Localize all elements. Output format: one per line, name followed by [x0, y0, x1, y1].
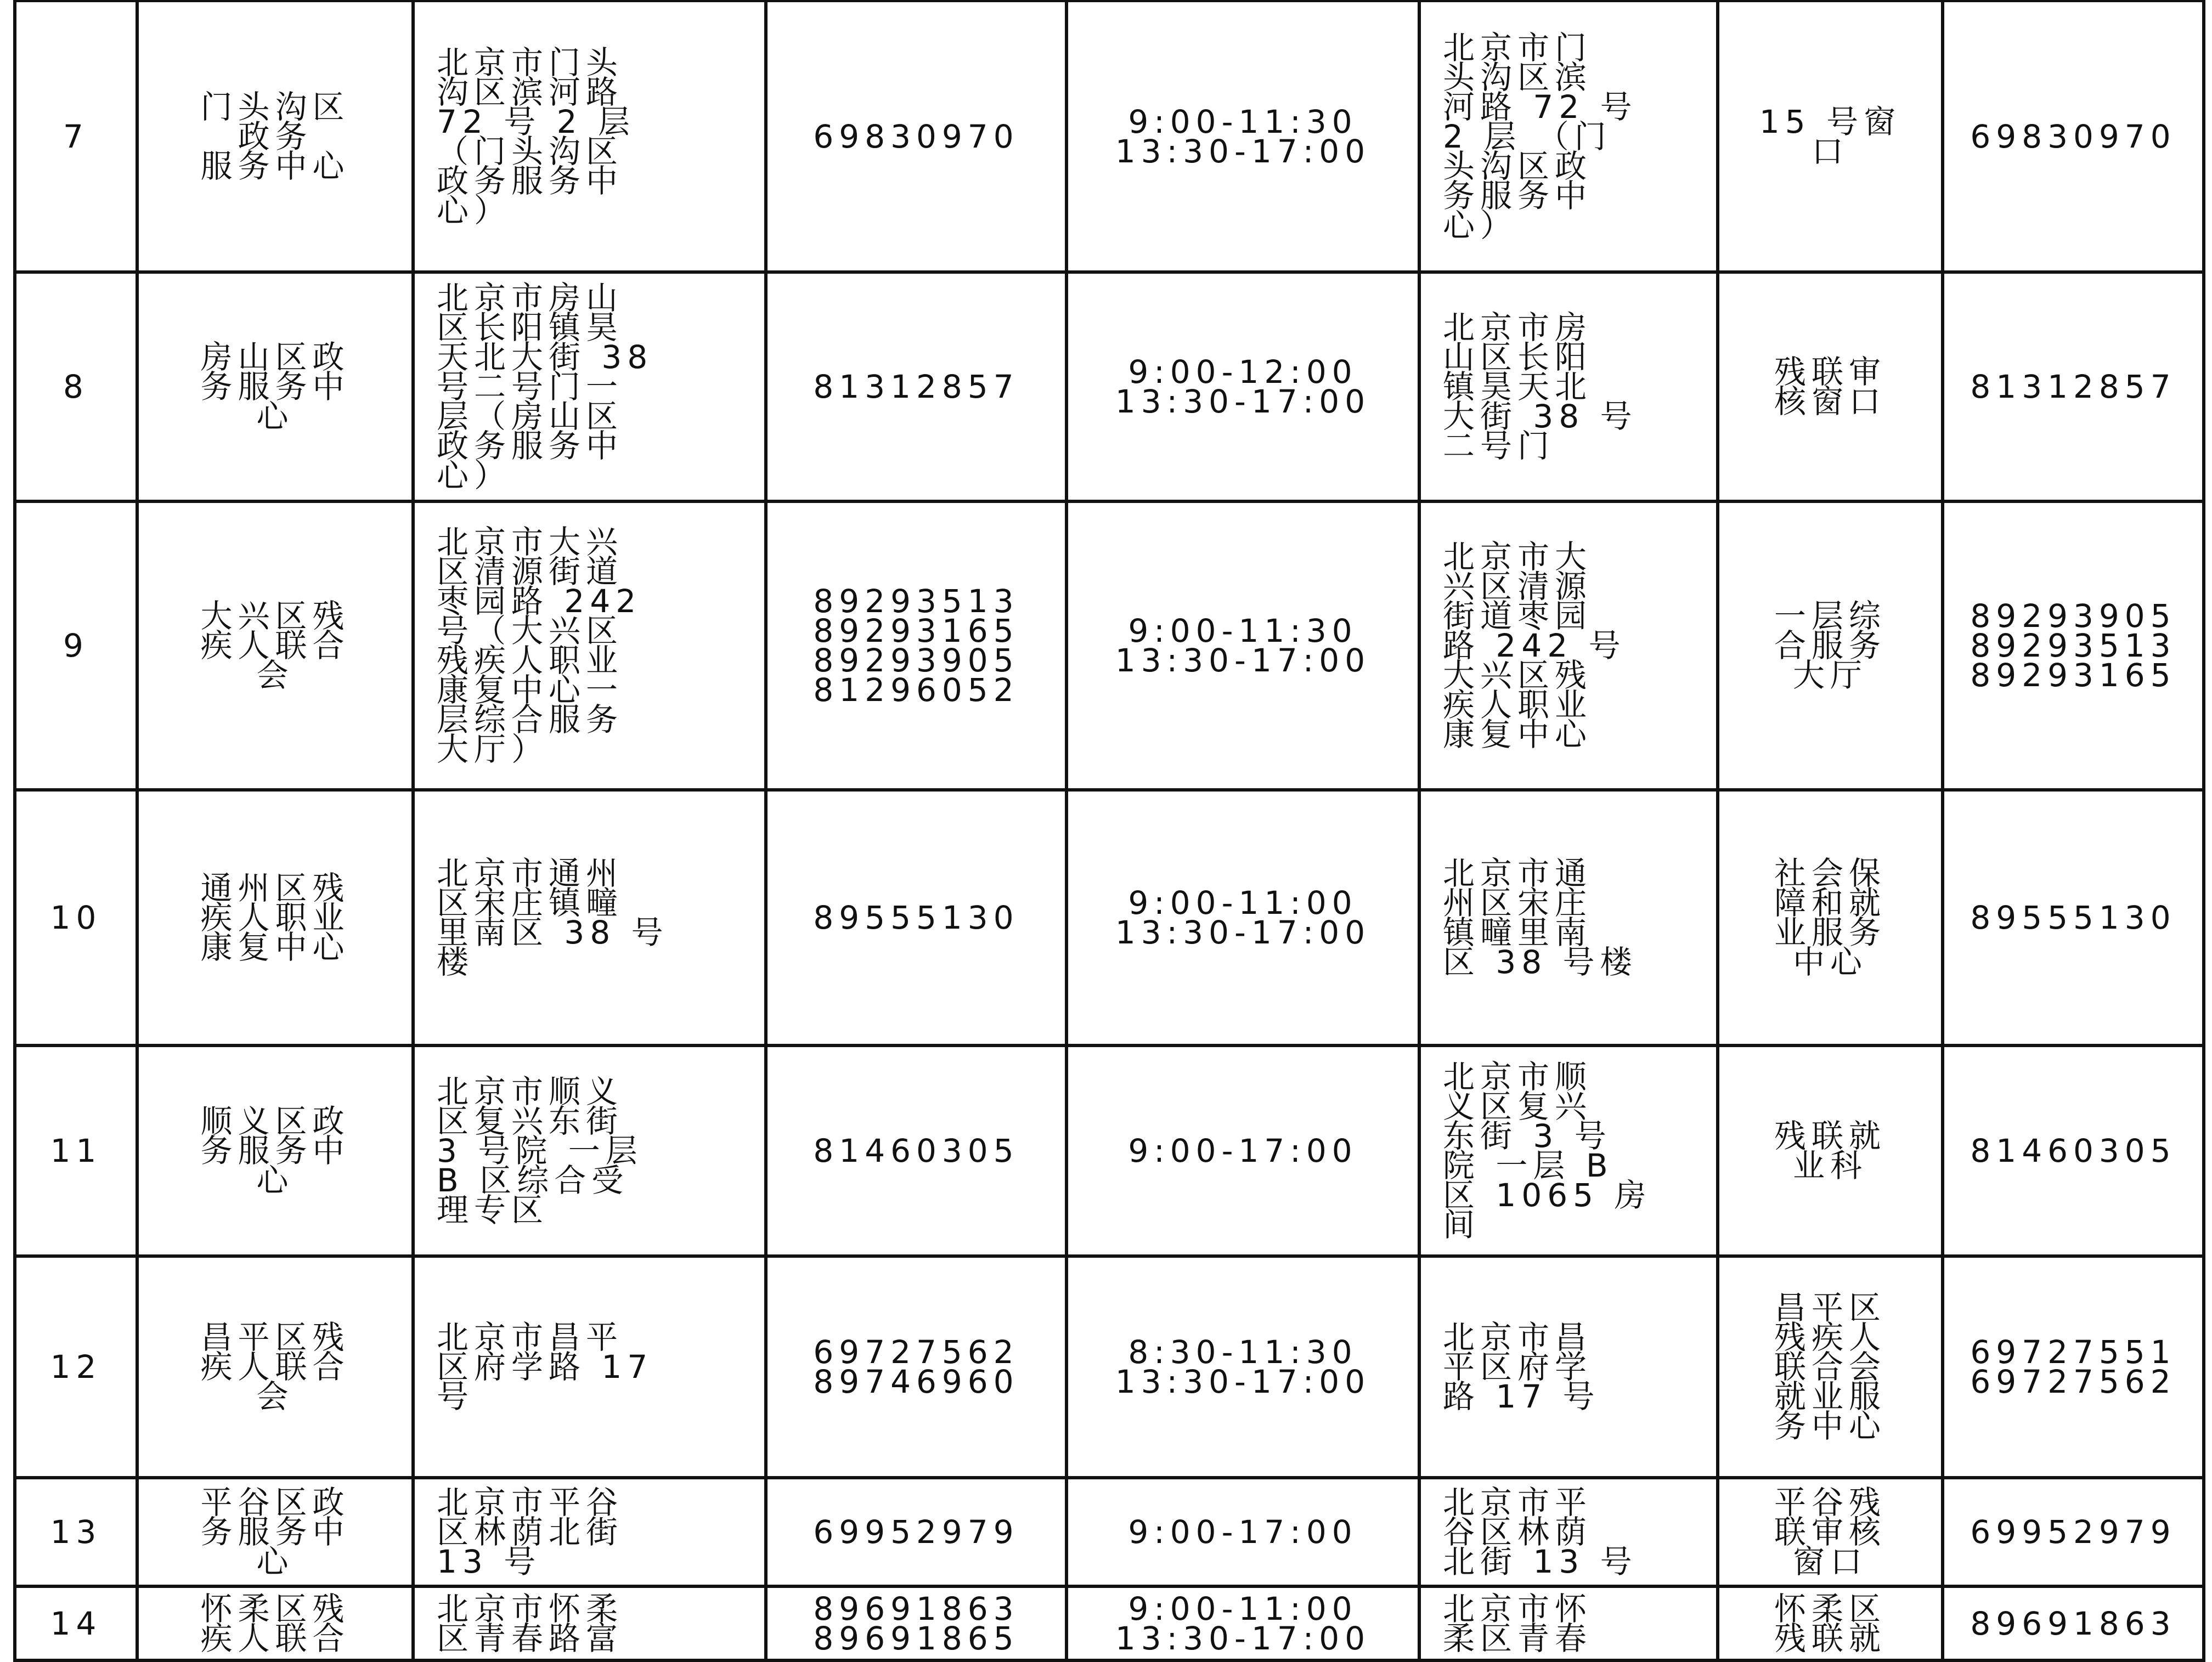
- service-location-line: 兴区清源: [1443, 568, 1593, 605]
- office-table: [13, 0, 2205, 1662]
- office-hours-line: 13:30-17:00: [1115, 1619, 1371, 1657]
- address-cell: [413, 1586, 766, 1660]
- service-window-line: 怀柔区: [1774, 1590, 1886, 1627]
- service-location-line: 区 1065 房: [1443, 1177, 1652, 1214]
- consult-phone-line: 81296052: [813, 671, 1019, 709]
- service-window-cell: [1718, 1478, 1943, 1586]
- office-hours-line: 13:30-17:00: [1115, 383, 1371, 420]
- service-window-cell: [1718, 272, 1943, 501]
- consult-phone-cell: [766, 272, 1066, 501]
- service-location-cell: [1419, 1045, 1718, 1256]
- service-location-line: 大兴区残: [1443, 657, 1593, 694]
- consult-phone-line: 89293165: [813, 612, 1019, 649]
- row-number-cell: [15, 501, 137, 790]
- window-phone-cell: [1943, 1586, 2204, 1660]
- table-row: [15, 1, 2204, 272]
- row-number-cell: [15, 1, 137, 272]
- service-location-line: 街道枣园: [1443, 597, 1593, 635]
- address-line: 区长阳镇昊: [437, 309, 624, 346]
- row-number-cell: [15, 272, 137, 501]
- consult-phone-line: 89293513: [813, 583, 1019, 620]
- window-phone-line: 69727551: [1970, 1333, 2176, 1371]
- organization-line: 心: [256, 398, 294, 435]
- address-line: 号: [437, 1378, 475, 1415]
- window-phone-line: 89293905: [1970, 597, 2176, 635]
- table-row: [15, 501, 2204, 790]
- consult-phone-line: 89691865: [813, 1619, 1019, 1657]
- address-line: （门头沟区: [437, 132, 624, 170]
- service-location-cell: [1419, 1586, 1718, 1660]
- service-location-line: 平区府学: [1443, 1348, 1593, 1386]
- organization-line: 心: [256, 1162, 294, 1199]
- organization-line: 门头沟区: [200, 88, 350, 126]
- organization-line: 会: [256, 657, 294, 694]
- office-hours-cell: [1066, 1256, 1419, 1478]
- consult-phone-line: 89691863: [813, 1590, 1019, 1627]
- service-window-cell: [1718, 501, 1943, 790]
- address-line: 理专区: [437, 1191, 549, 1229]
- address-line: 天北大街 38: [437, 338, 653, 376]
- office-hours-line: 9:00-17:00: [1128, 1513, 1358, 1551]
- address-line: 北京市怀柔: [437, 1590, 624, 1627]
- service-location-line: 二号门: [1443, 427, 1555, 465]
- address-line: 北京市房山: [437, 279, 624, 316]
- service-location-line: 北京市通: [1443, 855, 1593, 892]
- service-location-cell: [1419, 501, 1718, 790]
- organization-cell: [137, 1586, 413, 1660]
- service-location-line: 北京市大: [1443, 538, 1593, 575]
- service-location-line: 谷区林荫: [1443, 1513, 1593, 1551]
- window-phone-line: 89555130: [1970, 899, 2176, 936]
- service-window-cell: [1718, 1586, 1943, 1660]
- service-location-line: 疾人职业: [1443, 686, 1593, 723]
- table-row: [15, 272, 2204, 501]
- address-line: 区青春路富: [437, 1619, 624, 1657]
- service-location-line: 头沟区政: [1443, 147, 1593, 185]
- address-line: 康复中心一: [437, 671, 624, 709]
- consult-phone-cell: [766, 1, 1066, 272]
- office-hours-line: 9:00-11:30: [1128, 103, 1358, 140]
- service-window-line: 联审核: [1774, 1513, 1886, 1551]
- window-phone-line: 81312857: [1970, 368, 2176, 405]
- row-number-text: 9: [63, 627, 89, 664]
- service-location-cell: [1419, 1256, 1718, 1478]
- service-location-line: 北京市顺: [1443, 1058, 1593, 1095]
- address-line: 层（房山区: [437, 398, 624, 435]
- service-location-line: 大街 38 号: [1443, 398, 1638, 435]
- service-window-line: 联合会: [1774, 1348, 1886, 1386]
- address-line: 北京市昌平: [437, 1319, 624, 1356]
- window-phone-line: 81460305: [1970, 1132, 2176, 1169]
- service-window-line: 务中心: [1774, 1407, 1886, 1445]
- service-window-line: 15 号窗: [1759, 103, 1901, 140]
- organization-line: 心: [256, 1543, 294, 1580]
- service-location-line: 2 层 （门: [1443, 117, 1612, 155]
- organization-line: 务服务中: [200, 1513, 350, 1551]
- service-location-line: 州区宋庄: [1443, 884, 1593, 922]
- organization-line: 大兴区残: [200, 597, 350, 635]
- table-row: [15, 1256, 2204, 1478]
- row-number-text: 7: [63, 117, 89, 155]
- window-phone-cell: [1943, 1, 2204, 272]
- service-location-line: 东街 3 号: [1443, 1117, 1612, 1155]
- address-cell: [413, 1, 766, 272]
- organization-line: 会: [256, 1378, 294, 1415]
- table-body: [15, 1, 2204, 1660]
- address-line: 区清源街道: [437, 553, 624, 590]
- service-window-cell: [1718, 1045, 1943, 1256]
- consult-phone-line: 89746960: [813, 1363, 1019, 1400]
- service-location-line: 义区复兴: [1443, 1088, 1593, 1125]
- address-line: 北京市通州: [437, 855, 624, 892]
- organization-line: 平谷区政: [200, 1484, 350, 1521]
- consult-phone-cell: [766, 790, 1066, 1045]
- address-line: 楼: [437, 943, 475, 981]
- office-hours-cell: [1066, 272, 1419, 501]
- address-line: 号（大兴区: [437, 612, 624, 649]
- service-window-line: 平谷残: [1774, 1484, 1886, 1521]
- organization-line: 务服务中: [200, 368, 350, 405]
- address-line: 心）: [437, 457, 512, 494]
- office-hours-cell: [1066, 1045, 1419, 1256]
- service-location-line: 镇昊天北: [1443, 368, 1593, 405]
- service-location-line: 院 一层 B: [1443, 1147, 1613, 1184]
- office-hours-line: 9:00-11:30: [1128, 612, 1358, 649]
- address-line: 政务服务中: [437, 427, 624, 465]
- address-line: 区复兴东街: [437, 1103, 624, 1140]
- row-number-cell: [15, 790, 137, 1045]
- consult-phone-cell: [766, 1478, 1066, 1586]
- service-window-line: 业服务: [1774, 914, 1886, 951]
- address-line: 北京市顺义: [437, 1073, 624, 1110]
- address-line: 层综合服务: [437, 701, 624, 738]
- service-location-line: 山区长阳: [1443, 338, 1593, 376]
- service-window-line: 合服务: [1774, 627, 1886, 664]
- office-hours-cell: [1066, 501, 1419, 790]
- service-window-line: 一层综: [1774, 597, 1886, 635]
- service-window-cell: [1718, 1256, 1943, 1478]
- row-number-cell: [15, 1256, 137, 1478]
- service-window-line: 中心: [1792, 943, 1867, 981]
- service-location-line: 务服务中: [1443, 177, 1593, 214]
- consult-phone-cell: [766, 1586, 1066, 1660]
- address-cell: [413, 1045, 766, 1256]
- service-window-line: 就业服: [1774, 1378, 1886, 1415]
- office-hours-line: 9:00-11:00: [1128, 1590, 1358, 1627]
- service-location-line: 康复中心: [1443, 716, 1593, 753]
- organization-line: 房山区政: [200, 338, 350, 376]
- address-line: 号二号门一: [437, 368, 624, 405]
- row-number-cell: [15, 1586, 137, 1660]
- service-window-line: 核窗口: [1774, 383, 1886, 420]
- window-phone-line: 89293513: [1970, 627, 2176, 664]
- window-phone-cell: [1943, 501, 2204, 790]
- service-window-line: 业科: [1792, 1147, 1867, 1184]
- address-line: 区府学路 17: [437, 1348, 653, 1386]
- address-line: 3 号院 一层: [437, 1132, 643, 1169]
- address-line: 区林荫北街: [437, 1513, 624, 1551]
- service-window-line: 残疾人: [1774, 1319, 1886, 1356]
- service-location-cell: [1419, 790, 1718, 1045]
- row-number-cell: [15, 1478, 137, 1586]
- office-hours-cell: [1066, 1586, 1419, 1660]
- organization-cell: [137, 501, 413, 790]
- organization-cell: [137, 1478, 413, 1586]
- service-location-line: 镇疃里南: [1443, 914, 1593, 951]
- organization-line: 通州区残: [200, 869, 350, 907]
- address-line: 北京市平谷: [437, 1484, 624, 1521]
- organization-line: 昌平区残: [200, 1319, 350, 1356]
- office-hours-line: 13:30-17:00: [1115, 642, 1371, 679]
- office-hours-line: 9:00-12:00: [1128, 353, 1358, 391]
- service-location-line: 间: [1443, 1206, 1481, 1243]
- organization-cell: [137, 790, 413, 1045]
- service-location-cell: [1419, 1, 1718, 272]
- address-line: 北京市门头: [437, 43, 624, 81]
- address-cell: [413, 790, 766, 1045]
- table-row: [15, 1586, 2204, 1660]
- row-number-text: 12: [50, 1348, 102, 1386]
- address-line: 枣园路 242: [437, 583, 642, 620]
- office-hours-line: 9:00-17:00: [1128, 1132, 1358, 1169]
- service-window-line: 残联就: [1774, 1619, 1886, 1657]
- organization-line: 服务中心: [200, 147, 350, 185]
- service-window-line: 障和就: [1774, 884, 1886, 922]
- address-line: 政务服务中: [437, 162, 624, 200]
- service-location-line: 北京市昌: [1443, 1319, 1593, 1356]
- address-line: 残疾人职业: [437, 642, 624, 679]
- organization-cell: [137, 1256, 413, 1478]
- service-window-line: 残联审: [1774, 353, 1886, 391]
- organization-line: 怀柔区残: [200, 1590, 350, 1627]
- window-phone-line: 89691863: [1970, 1604, 2176, 1642]
- address-cell: [413, 1478, 766, 1586]
- address-line: 心）: [437, 191, 512, 229]
- address-cell: [413, 501, 766, 790]
- organization-line: 疾人联合: [200, 1348, 350, 1386]
- row-number-text: 11: [50, 1132, 102, 1169]
- window-phone-cell: [1943, 1478, 2204, 1586]
- service-window-line: 昌平区: [1774, 1289, 1886, 1326]
- consult-phone-line: 89293905: [813, 642, 1019, 679]
- service-window-line: 窗口: [1792, 1543, 1867, 1580]
- service-location-cell: [1419, 272, 1718, 501]
- consult-phone-line: 69830970: [813, 117, 1019, 155]
- organization-line: 康复中心: [200, 929, 350, 966]
- service-window-cell: [1718, 790, 1943, 1045]
- office-hours-cell: [1066, 1478, 1419, 1586]
- service-location-cell: [1419, 1478, 1718, 1586]
- service-window-line: 口: [1811, 132, 1849, 170]
- service-location-line: 北街 13 号: [1443, 1543, 1638, 1580]
- organization-cell: [137, 1045, 413, 1256]
- service-location-line: 心）: [1443, 206, 1518, 244]
- window-phone-line: 69727562: [1970, 1363, 2176, 1400]
- window-phone-cell: [1943, 272, 2204, 501]
- window-phone-cell: [1943, 1256, 2204, 1478]
- office-hours-cell: [1066, 790, 1419, 1045]
- address-cell: [413, 272, 766, 501]
- service-window-line: 残联就: [1774, 1117, 1886, 1155]
- consult-phone-line: 69727562: [813, 1333, 1019, 1371]
- service-location-line: 柔区青春: [1443, 1619, 1593, 1657]
- consult-phone-cell: [766, 1045, 1066, 1256]
- row-number-text: 14: [50, 1604, 102, 1642]
- table-row: [15, 1045, 2204, 1256]
- organization-line: 政务: [238, 117, 313, 155]
- office-hours-line: 13:30-17:00: [1115, 132, 1371, 170]
- service-location-line: 北京市门: [1443, 29, 1593, 66]
- table-row: [15, 1478, 2204, 1586]
- window-phone-cell: [1943, 790, 2204, 1045]
- table-row: [15, 790, 2204, 1045]
- organization-line: 疾人联合: [200, 627, 350, 664]
- office-hours-line: 13:30-17:00: [1115, 914, 1371, 951]
- organization-cell: [137, 272, 413, 501]
- service-location-line: 路 242 号: [1443, 627, 1626, 664]
- row-number-text: 8: [63, 368, 89, 405]
- address-line: 沟区滨河路: [437, 73, 624, 111]
- window-phone-line: 89293165: [1970, 657, 2176, 694]
- consult-phone-cell: [766, 501, 1066, 790]
- consult-phone-cell: [766, 1256, 1066, 1478]
- address-line: 北京市大兴: [437, 523, 624, 561]
- service-window-cell: [1718, 1, 1943, 272]
- service-window-line: 社会保: [1774, 855, 1886, 892]
- consult-phone-line: 69952979: [813, 1513, 1019, 1551]
- address-cell: [413, 1256, 766, 1478]
- organization-line: 疾人职业: [200, 899, 350, 936]
- address-line: 大厅）: [437, 731, 549, 768]
- consult-phone-line: 81312857: [813, 368, 1019, 405]
- consult-phone-line: 81460305: [813, 1132, 1019, 1169]
- organization-cell: [137, 1, 413, 272]
- service-location-line: 北京市房: [1443, 309, 1593, 346]
- address-line: 72 号 2 层: [437, 103, 636, 140]
- office-hours-line: 9:00-11:00: [1128, 884, 1358, 922]
- row-number-text: 10: [50, 899, 102, 936]
- window-phone-cell: [1943, 1045, 2204, 1256]
- address-line: 区宋庄镇疃: [437, 884, 624, 922]
- window-phone-line: 69952979: [1970, 1513, 2176, 1551]
- row-number-cell: [15, 1045, 137, 1256]
- address-line: 13 号: [437, 1543, 541, 1580]
- office-hours-line: 8:30-11:30: [1128, 1333, 1358, 1371]
- window-phone-line: 69830970: [1970, 117, 2176, 155]
- address-line: 里南区 38 号: [437, 914, 669, 951]
- service-location-line: 北京市怀: [1443, 1590, 1593, 1627]
- address-line: B 区综合受: [437, 1162, 629, 1199]
- service-location-line: 头沟区滨: [1443, 58, 1593, 96]
- consult-phone-line: 89555130: [813, 899, 1019, 936]
- organization-line: 疾人联合: [200, 1619, 350, 1657]
- office-hours-cell: [1066, 1, 1419, 272]
- service-location-line: 河路 72 号: [1443, 88, 1638, 126]
- service-location-line: 北京市平: [1443, 1484, 1593, 1521]
- service-location-line: 路 17 号: [1443, 1378, 1600, 1415]
- organization-line: 务服务中: [200, 1132, 350, 1169]
- service-location-line: 区 38 号楼: [1443, 943, 1638, 981]
- row-number-text: 13: [50, 1513, 102, 1551]
- organization-line: 顺义区政: [200, 1103, 350, 1140]
- office-hours-line: 13:30-17:00: [1115, 1363, 1371, 1400]
- service-window-line: 大厅: [1792, 657, 1867, 694]
